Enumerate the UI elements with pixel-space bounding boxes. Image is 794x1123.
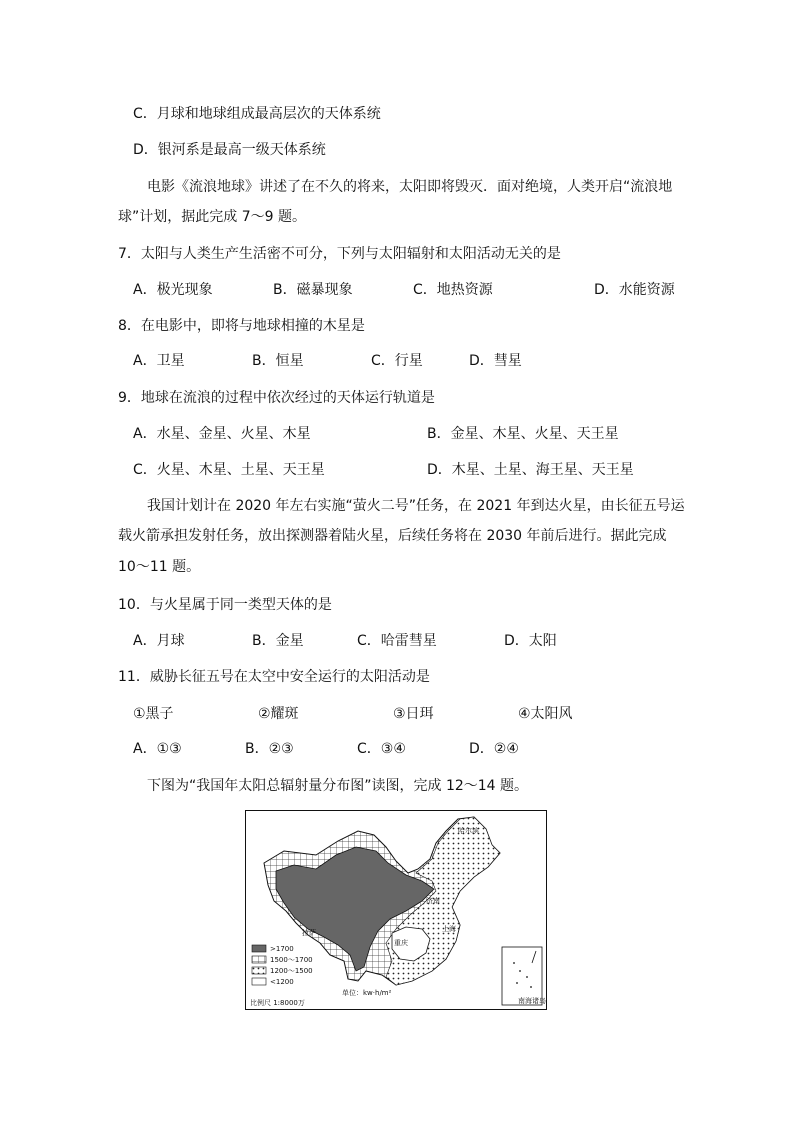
city-shanghai: 上海 [442, 925, 456, 933]
intro-7-9-line1: 电影《流浪地球》讲述了在不久的将来，太阳即将毁灭．面对绝境，人类开启“流浪地 [147, 179, 673, 195]
q10-option-c: C．哈雷彗星 [357, 633, 437, 649]
q9-option-b: B．金星、木星、火星、天王星 [427, 426, 619, 442]
q8-option-d: D．彗星 [469, 353, 522, 369]
legend-swatch-under-1200 [252, 978, 266, 985]
q11-option-c: C．③④ [357, 741, 406, 757]
q11-item-4: ④太阳风 [518, 706, 573, 722]
legend-label-1500-1700: 1500～1700 [270, 956, 313, 964]
q11-stem: 11．威胁长征五号在太空中安全运行的太阳活动是 [118, 669, 430, 685]
q7-option-d: D．水能资源 [594, 282, 675, 298]
legend-swatch-1500-1700 [252, 956, 266, 963]
solar-radiation-map [245, 810, 547, 1010]
map-unit: 单位：kw·h/m² [342, 989, 392, 997]
inset-label: 南海诸岛 [518, 997, 546, 1005]
q11-option-d: D．②④ [469, 741, 519, 757]
intro-12-14-line1: 下图为“我国年太阳总辐射量分布图”读图，完成 12～14 题。 [147, 778, 529, 794]
q11-item-3: ③日珥 [393, 706, 434, 722]
q7-option-a: A．极光现象 [133, 282, 213, 298]
city-chongqing: 重庆 [394, 939, 408, 947]
q9-option-a: A．水星、金星、火星、木星 [133, 426, 311, 442]
intro-7-9-line2: 球”计划，据此完成 7～9 题。 [118, 209, 306, 225]
city-jinan: 济南 [426, 897, 440, 905]
legend-label-1200-1500: 1200～1500 [270, 967, 313, 975]
q11-option-b: B．②③ [245, 741, 294, 757]
map-scale: 比例尺 1:8000万 [250, 999, 305, 1007]
q8-option-a: A．卫星 [133, 353, 185, 369]
q8-option-c: C．行星 [371, 353, 423, 369]
q6-option-d: D．银河系是最高一级天体系统 [133, 142, 326, 158]
q7-option-b: B．磁暴现象 [273, 282, 353, 298]
q10-option-b: B．金星 [252, 633, 304, 649]
q9-option-c: C．火星、木星、土星、天王星 [133, 462, 325, 478]
q10-option-d: D．太阳 [504, 633, 557, 649]
q10-option-a: A．月球 [133, 633, 185, 649]
q7-option-c: C．地热资源 [413, 282, 493, 298]
intro-10-11-line1: 我国计划计在 2020 年左右实施“萤火二号”任务，在 2021 年到达火星，由长征五号运 [147, 498, 685, 514]
q8-stem: 8．在电影中，即将与地球相撞的木星是 [118, 318, 365, 334]
q9-stem: 9．地球在流浪的过程中依次经过的天体运行轨道是 [118, 390, 435, 406]
legend-label-over-1700: >1700 [270, 945, 294, 953]
q11-item-1: ①黑子 [133, 706, 174, 722]
q6-option-c: C．月球和地球组成最高层次的天体系统 [133, 106, 381, 122]
legend-label-under-1200: <1200 [270, 978, 294, 986]
q11-option-a: A．①③ [133, 741, 182, 757]
q9-option-d: D．木星、土星、海王星、天王星 [427, 462, 634, 478]
intro-10-11-line2: 载火箭承担发射任务，放出探测器着陆火星，后续任务将在 2030 年前后进行。据此完成 [118, 528, 667, 544]
q8-option-b: B．恒星 [252, 353, 304, 369]
q11-item-2: ②耀斑 [258, 706, 299, 722]
intro-10-11-line3: 10～11 题。 [118, 559, 201, 575]
q7-stem: 7．太阳与人类生产生活密不可分，下列与太阳辐射和太阳活动无关的是 [118, 246, 561, 262]
legend-swatch-over-1700 [252, 945, 266, 952]
city-harbin: 哈尔滨 [458, 827, 479, 835]
q10-stem: 10．与火星属于同一类型天体的是 [118, 597, 332, 613]
legend-swatch-1200-1500 [252, 967, 266, 974]
city-lhasa: 拉萨 [302, 929, 316, 937]
